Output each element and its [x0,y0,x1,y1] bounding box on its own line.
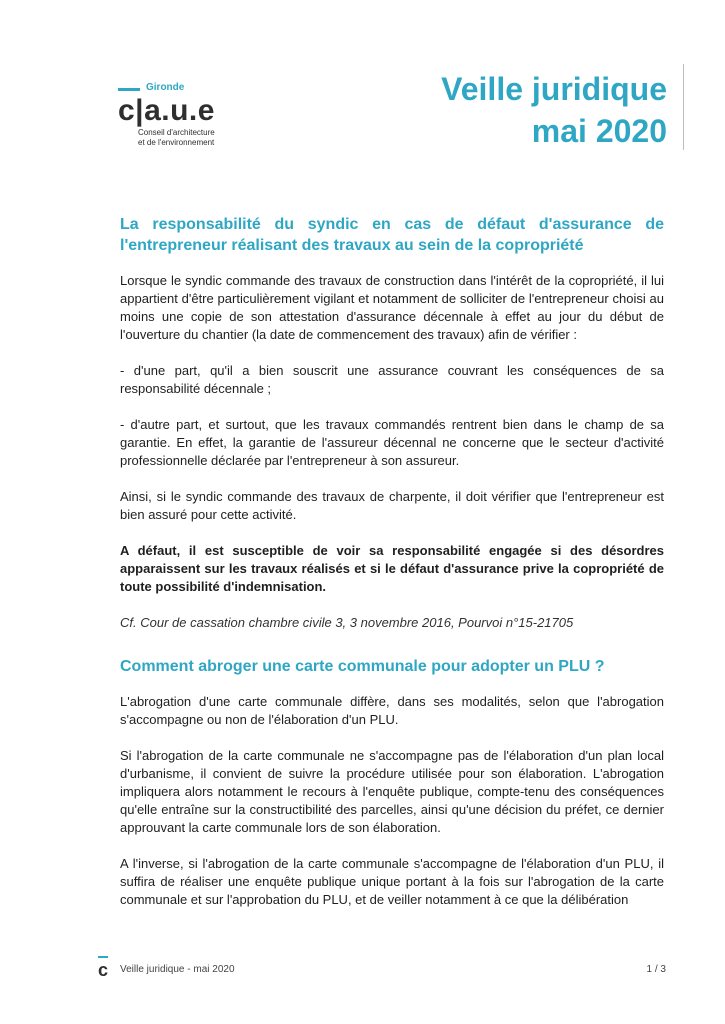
header-date: mai 2020 [531,113,667,149]
document-body [120,214,664,927]
footer-logo-mark: c [98,960,109,980]
paragraph: A l'inverse, si l'abrogation de la carte communale s'accompagne de l'élaboration d'un PLU, il suffira de réaliser une enquête publique unique portant à la fois sur l'abrogation de la carte communale et sur l'approbation du PLU, et de veiller notamment à ce que la délibération [120,856,664,907]
paragraph: - d'autre part, et surtout, que les travaux commandés rentrent bien dans le champ de sa garantie. En effet, la garantie de l'assureur décennal ne concerne que le secteur d'activité professionnelle déclarée par l'entrepreneur à son assureur. [120,417,664,468]
logo-subtitle [138,128,215,148]
logo-name: c|a.u.e [118,94,215,127]
logo-bar [118,88,140,91]
paragraph: L'abrogation d'une carte communale diffère, dans ses modalités, selon que l'abrogation s'accompagne ou non de l'élaboration d'un PLU. [120,694,664,727]
paragraph: Ainsi, si le syndic commande des travaux de charpente, il doit vérifier que l'entrepreneur est bien assuré pour cette activité. [120,489,664,522]
section-title-2: Comment abroger une carte communale pour adopter un PLU ? [120,658,605,675]
paragraph-bold: A défaut, il est susceptible de voir sa responsabilité engagée si des désordres apparaissent sur les travaux réalisés et si le défaut d'assurance prive la copropriété de toute possibilité d'indemnisation. [120,543,664,594]
logo-sub-line-1: Conseil d'architecture [138,128,215,137]
section-title-1: La responsabilité du syndic en cas de défaut d'assurance de l'entrepreneur réalisant des travaux au sein de la copropriété [120,216,664,254]
logo-sub-line-2: et de l'environnement [138,138,215,147]
paragraph: Lorsque le syndic commande des travaux de construction dans l'intérêt de la copropriété, il lui appartient d'être particulièrement vigilant et notamment de solliciter de l'entrepreneur choisi au moins une copie de son attestation d'assurance décennale à effet au jour du début de l'ouverture du chantier (la date de commencement des travaux) afin de vérifier : [120,273,664,342]
paragraph: Si l'abrogation de la carte communale ne s'accompagne pas de l'élaboration d'un plan local d'urbanisme, il convient de suivre la procédure utilisée pour son élaboration. L'abrogation impliquera alors notamment le recours à l'enquête publique, compte-tenu des conséquences qu'elle entraîne sur la constructibilité des parcelles, ainsi qu'une décision du préfet, ce dernier approuvant la carte communale lors de son élaboration. [120,748,664,835]
footer-bar [98,956,108,958]
paragraph: - d'une part, qu'il a bien souscrit une assurance couvrant les conséquences de sa responsabilité décennale ; [120,363,664,396]
header-divider [683,64,684,150]
page-header [441,68,667,152]
footer-text: Veille juridique - mai 2020 [120,964,235,975]
page-number: 1 / 3 [646,964,666,975]
header-title: Veille juridique [441,71,667,107]
citation: Cf. Cour de cassation chambre civile 3, 3 novembre 2016, Pourvoi n°15-21705 [120,615,574,630]
logo-region: Gironde [146,82,185,93]
